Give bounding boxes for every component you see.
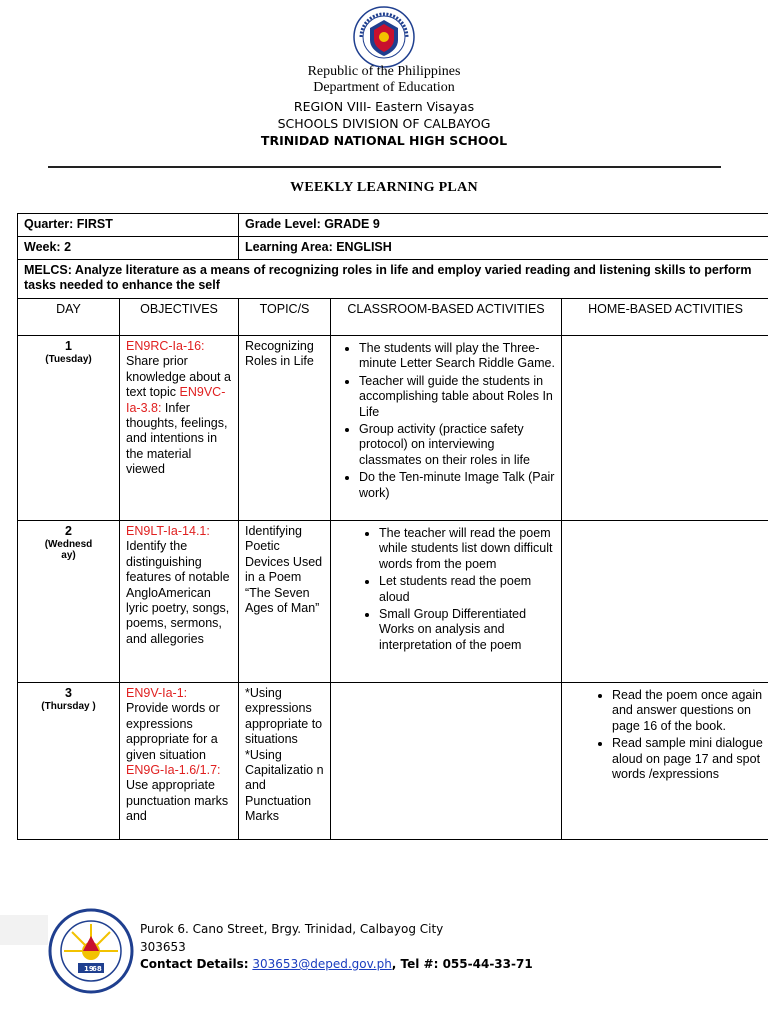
list-item: • The teacher will read the poem while students list down difficult words from the poem xyxy=(379,526,555,572)
seal-year-left: 19 xyxy=(84,965,94,973)
email-link[interactable]: 303653@deped.gov.ph xyxy=(252,957,392,971)
quarter-cell: Quarter: FIRST xyxy=(18,214,239,237)
day-name: (Thursday ) xyxy=(41,701,96,713)
page-title: WEEKLY LEARNING PLAN xyxy=(290,180,478,195)
day-name: (Tuesday) xyxy=(45,354,92,366)
objectives-cell xyxy=(120,521,239,683)
learning-area-cell: Learning Area: ENGLISH xyxy=(239,237,768,260)
footer-address: Purok 6. Cano Street, Brgy. Trinidad, Calbayog City xyxy=(140,922,444,936)
header-region: REGION VIII- Eastern Visayas xyxy=(293,99,475,114)
day-name: (Wednesd ay) xyxy=(44,539,93,562)
objective-text: Share prior knowledge about a text topic xyxy=(126,354,231,400)
list-item: • Read the poem once again and answer questions on page 16 of the book. xyxy=(612,688,763,734)
header-divider xyxy=(48,166,721,168)
list-item: • The students will play the Three-minute Letter Search Riddle Game. xyxy=(359,341,555,372)
home-activities-cell xyxy=(562,336,768,521)
list-item: • Teacher will guide the students in accomplishing table about Roles In Life xyxy=(359,374,555,420)
table-row xyxy=(18,214,768,237)
objective-text: Identify the distinguishing features of notable AngloAmerican lyric poetry, songs, poems, sermons, and allegories xyxy=(126,539,230,646)
classroom-activities-cell xyxy=(331,683,562,840)
list-item: • Let students read the poem aloud xyxy=(379,574,555,605)
topic-cell: *Using expressions appropriate to situations *Using Capitalizatio n and Punctuation Marks xyxy=(239,683,331,840)
learning-plan-table xyxy=(17,213,768,840)
table-row xyxy=(18,260,768,299)
competency-code: EN9V-Ia-1: xyxy=(126,686,188,700)
objectives-cell xyxy=(120,336,239,521)
header-division: SCHOOLS DIVISION OF CALBAYOG xyxy=(277,116,491,131)
column-header-objectives: OBJECTIVES xyxy=(120,299,239,336)
objectives-cell xyxy=(120,683,239,840)
objective-text: Use appropriate punctuation marks and xyxy=(126,778,229,824)
school-seal-logo xyxy=(48,908,134,994)
deped-seal-logo xyxy=(353,6,415,68)
melcs-cell: MELCS: Analyze literature as a means of recognizing roles in life and employ varied reading and listening skills to perform tasks needed to enhance the self xyxy=(18,260,768,299)
home-activities-cell xyxy=(562,521,768,683)
list-item: • Read sample mini dialogue aloud on page 17 and spot words /expressions xyxy=(612,736,763,782)
classroom-activities-cell xyxy=(331,336,562,521)
week-cell: Week: 2 xyxy=(18,237,239,260)
competency-code: EN9RC-Ia-16: xyxy=(126,339,205,353)
day-cell xyxy=(18,683,120,840)
day-number: 3 xyxy=(65,686,72,700)
classroom-activities-cell xyxy=(331,521,562,683)
table-row xyxy=(18,521,768,683)
column-header-classroom: CLASSROOM-BASED ACTIVITIES xyxy=(331,299,562,336)
table-row xyxy=(18,336,768,521)
objective-text: Provide words or expressions appropriate for a given situation xyxy=(126,701,220,762)
column-header-day: DAY xyxy=(18,299,120,336)
footer-contact xyxy=(140,957,533,971)
day-number: 2 xyxy=(65,524,72,538)
header-school: TRINIDAD NATIONAL HIGH SCHOOL xyxy=(260,133,508,148)
footer-school-id: 303653 xyxy=(140,940,186,954)
list-item: • Group activity (practice safety protocol) on interviewing classmates on their roles in life xyxy=(359,422,555,468)
topic-cell: Recognizing Roles in Life xyxy=(239,336,331,521)
home-activities-cell xyxy=(562,683,768,840)
competency-code: EN9G-Ia-1.6/1.7: xyxy=(126,763,221,778)
header-department: Department of Education xyxy=(313,80,455,95)
contact-label: Contact Details: xyxy=(140,957,249,971)
table-row xyxy=(18,237,768,260)
day-cell xyxy=(18,336,120,521)
footer-smudge xyxy=(0,915,48,945)
header-republic: Republic of the Philippines xyxy=(307,64,461,79)
objective-text: Infer thoughts, feelings, and intentions in the material viewed xyxy=(126,400,228,477)
list-item: • Small Group Differentiated Works on analysis and interpretation of the poem xyxy=(379,607,555,653)
day-cell xyxy=(18,521,120,683)
list-item: • Do the Ten-minute Image Talk (Pair work) xyxy=(359,470,555,501)
column-header-row xyxy=(18,299,768,336)
seal-year-right: 68 xyxy=(92,965,102,973)
table-row xyxy=(18,683,768,840)
grade-level-cell: Grade Level: GRADE 9 xyxy=(239,214,768,237)
topic-cell: Identifying Poetic Devices Used in a Poem “The Seven Ages of Man” xyxy=(239,521,331,683)
telephone: , Tel #: 055-44-33-71 xyxy=(391,957,533,971)
day-number: 1 xyxy=(65,339,72,353)
competency-code: EN9VC-Ia-3.8: xyxy=(126,385,226,415)
competency-code: EN9LT-Ia-14.1: xyxy=(126,524,210,538)
column-header-home: HOME-BASED ACTIVITIES xyxy=(562,299,768,336)
column-header-topics: TOPIC/S xyxy=(239,299,331,336)
